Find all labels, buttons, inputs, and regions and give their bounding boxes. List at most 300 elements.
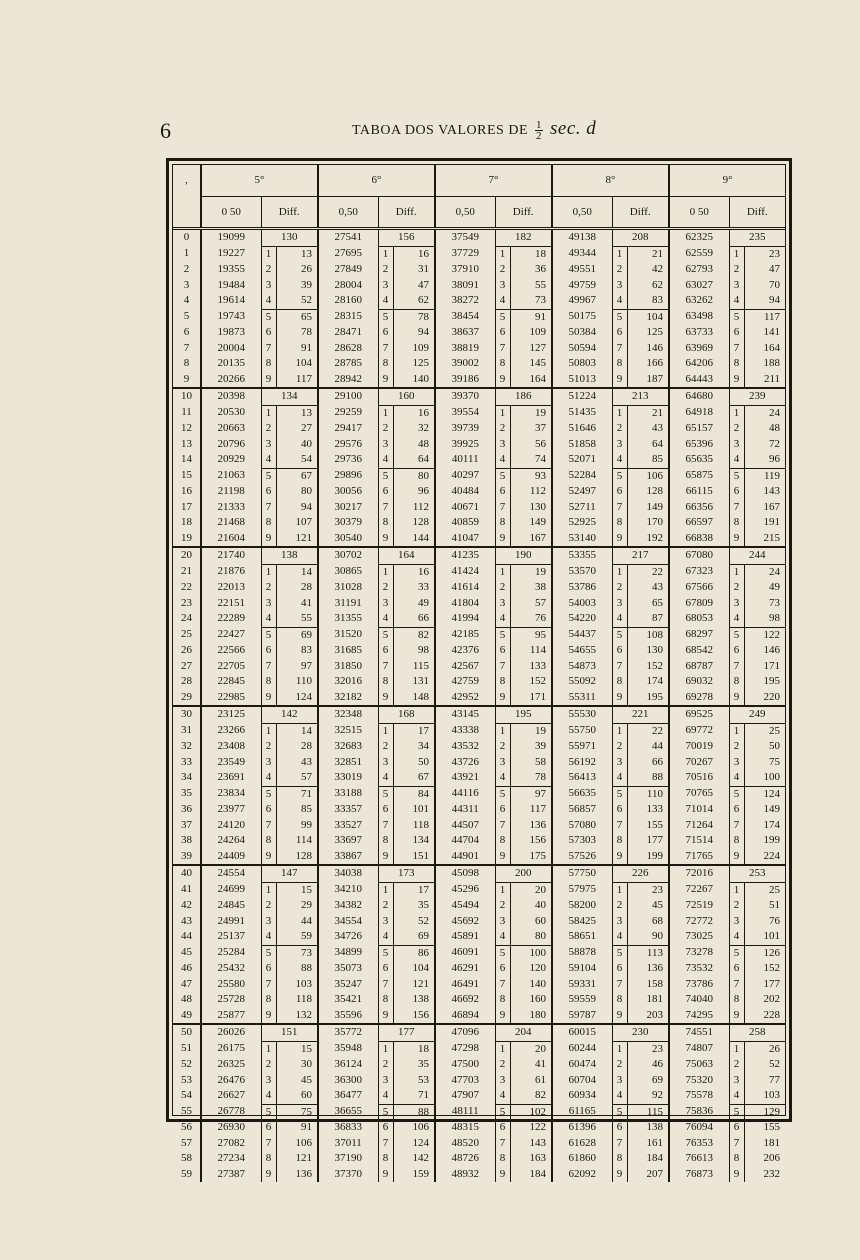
secant-value: 33527 [318, 818, 378, 834]
secant-value: 34554 [318, 914, 378, 930]
secant-value: 68787 [669, 659, 729, 675]
proportional-part: 36 [510, 262, 552, 278]
table-row [173, 421, 785, 437]
proportional-part: 164 [510, 372, 552, 389]
proportional-part: 106 [276, 1136, 318, 1152]
proportional-index: 9 [261, 1008, 276, 1025]
proportional-index: 1 [378, 246, 393, 262]
proportional-index: 3 [495, 596, 510, 612]
proportional-index: 7 [495, 659, 510, 675]
secant-value: 37370 [318, 1167, 378, 1183]
secant-value: 50594 [552, 341, 612, 357]
proportional-part: 160 [510, 992, 552, 1008]
secant-value: 54003 [552, 596, 612, 612]
table-row [173, 786, 785, 802]
proportional-part: 64 [393, 452, 435, 468]
proportional-index: 9 [495, 372, 510, 389]
proportional-index: 7 [378, 341, 393, 357]
proportional-part: 118 [393, 818, 435, 834]
table-row [173, 356, 785, 372]
secant-value: 44704 [435, 833, 495, 849]
proportional-index: 3 [729, 596, 744, 612]
proportional-part: 52 [276, 293, 318, 309]
proportional-index: 5 [612, 1104, 627, 1120]
secant-value: 44116 [435, 786, 495, 802]
proportional-part: 122 [744, 627, 785, 643]
secant-value: 62559 [669, 246, 729, 262]
table-row [173, 1088, 785, 1104]
proportional-part: 101 [744, 929, 785, 945]
minute-label: 34 [181, 771, 192, 784]
proportional-part: 91 [510, 309, 552, 325]
secant-value: 55311 [552, 690, 612, 707]
proportional-part: 184 [510, 1167, 552, 1183]
minute-label: 31 [181, 724, 192, 737]
secant-value: 60244 [552, 1041, 612, 1057]
proportional-part: 100 [510, 945, 552, 961]
secant-value: 53355 [552, 547, 612, 564]
proportional-index: 3 [612, 755, 627, 771]
difference-value: 160 [378, 388, 435, 405]
secant-value: 66597 [669, 515, 729, 531]
table-row [173, 437, 785, 453]
proportional-index: 2 [495, 421, 510, 437]
secant-value: 65635 [669, 452, 729, 468]
minute-label: 53 [181, 1073, 192, 1086]
proportional-part: 113 [627, 945, 669, 961]
proportional-index: 3 [729, 278, 744, 294]
secant-value: 72267 [669, 882, 729, 898]
secant-value: 46692 [435, 992, 495, 1008]
proportional-index: 2 [495, 739, 510, 755]
proportional-index: 4 [261, 929, 276, 945]
proportional-index: 7 [729, 341, 744, 357]
proportional-part: 18 [510, 246, 552, 262]
secant-value: 28628 [318, 341, 378, 357]
proportional-part: 97 [510, 786, 552, 802]
minute-label: 10 [173, 388, 201, 405]
proportional-index: 6 [495, 961, 510, 977]
secant-value: 70516 [669, 770, 729, 786]
secant-value: 59559 [552, 992, 612, 1008]
secant-value: 59104 [552, 961, 612, 977]
proportional-index: 9 [612, 531, 627, 548]
proportional-index: 8 [378, 992, 393, 1008]
proportional-part: 199 [744, 833, 785, 849]
secant-value: 53140 [552, 531, 612, 548]
proportional-part: 67 [393, 770, 435, 786]
secant-value: 69032 [669, 674, 729, 690]
secant-value: 21198 [201, 484, 261, 500]
proportional-part: 87 [627, 611, 669, 627]
proportional-part: 110 [276, 674, 318, 690]
proportional-index: 1 [729, 405, 744, 421]
proportional-index: 5 [378, 1104, 393, 1120]
proportional-index: 9 [495, 1167, 510, 1183]
proportional-index: 8 [378, 833, 393, 849]
proportional-index: 6 [261, 325, 276, 341]
proportional-part: 131 [393, 674, 435, 690]
page-title [352, 118, 596, 141]
proportional-part: 71 [276, 786, 318, 802]
secant-value: 24991 [201, 914, 261, 930]
minute-label: 2 [183, 263, 190, 275]
proportional-index: 1 [261, 1041, 276, 1057]
secant-value: 36124 [318, 1057, 378, 1073]
proportional-part: 211 [744, 372, 785, 389]
proportional-index: 7 [378, 659, 393, 675]
secant-value: 49967 [552, 293, 612, 309]
secant-value: 21333 [201, 500, 261, 516]
proportional-part: 149 [510, 515, 552, 531]
proportional-part: 121 [276, 1151, 318, 1167]
minute-label: 50 [173, 1024, 201, 1041]
secant-value: 33867 [318, 849, 378, 866]
proportional-part: 85 [276, 802, 318, 818]
table-row [173, 596, 785, 612]
proportional-index: 8 [495, 833, 510, 849]
proportional-index: 6 [378, 643, 393, 659]
proportional-part: 145 [510, 356, 552, 372]
proportional-index: 1 [378, 723, 393, 739]
secant-value: 67323 [669, 564, 729, 580]
proportional-part: 30 [276, 1057, 318, 1073]
secant-value: 22705 [201, 659, 261, 675]
proportional-part: 57 [510, 596, 552, 612]
proportional-part: 55 [276, 611, 318, 627]
difference-value: 151 [261, 1024, 318, 1041]
proportional-index: 2 [261, 898, 276, 914]
secant-value: 64918 [669, 405, 729, 421]
secant-value: 44901 [435, 849, 495, 866]
proportional-index: 1 [495, 1041, 510, 1057]
proportional-index: 6 [261, 643, 276, 659]
proportional-index: 3 [729, 437, 744, 453]
secant-value: 62793 [669, 262, 729, 278]
proportional-part: 43 [627, 421, 669, 437]
secant-value: 63733 [669, 325, 729, 341]
secant-value: 58651 [552, 929, 612, 945]
table-row [173, 309, 785, 325]
secant-value: 32515 [318, 723, 378, 739]
proportional-part: 28 [276, 739, 318, 755]
proportional-index: 3 [261, 1073, 276, 1089]
table-row [173, 452, 785, 468]
secant-value: 51858 [552, 437, 612, 453]
proportional-index: 2 [378, 262, 393, 278]
table-row [173, 882, 785, 898]
column-label: 0 50 [201, 197, 261, 229]
secant-value: 35948 [318, 1041, 378, 1057]
fraction [535, 120, 543, 141]
table-row [173, 659, 785, 675]
proportional-part: 20 [510, 882, 552, 898]
secant-value: 42952 [435, 690, 495, 707]
proportional-part: 97 [276, 659, 318, 675]
secant-value: 45891 [435, 929, 495, 945]
difference-value: 244 [729, 547, 785, 564]
minute-label: 13 [181, 437, 192, 450]
proportional-index: 6 [495, 325, 510, 341]
secant-value: 31191 [318, 596, 378, 612]
secant-value: 26325 [201, 1057, 261, 1073]
difference-value: 226 [612, 865, 669, 882]
secant-value: 21740 [201, 547, 261, 564]
secant-value: 39739 [435, 421, 495, 437]
proportional-part: 19 [510, 405, 552, 421]
secant-value: 26476 [201, 1073, 261, 1089]
proportional-part: 174 [627, 674, 669, 690]
proportional-index: 3 [612, 1073, 627, 1089]
proportional-part: 164 [744, 341, 785, 357]
secant-value: 65875 [669, 468, 729, 484]
proportional-part: 55 [510, 278, 552, 294]
table-row [173, 405, 785, 421]
minute-label: 21 [181, 565, 192, 578]
secant-value: 72016 [669, 865, 729, 882]
proportional-part: 159 [393, 1167, 435, 1183]
proportional-part: 47 [393, 278, 435, 294]
secant-value: 75578 [669, 1088, 729, 1104]
proportional-part: 24 [744, 405, 785, 421]
proportional-index: 1 [729, 882, 744, 898]
proportional-part: 45 [276, 1073, 318, 1089]
diff-label: Diff. [378, 197, 435, 229]
proportional-index: 9 [378, 1008, 393, 1025]
proportional-index: 8 [729, 992, 744, 1008]
proportional-part: 115 [627, 1104, 669, 1120]
proportional-part: 171 [744, 659, 785, 675]
proportional-index: 7 [378, 500, 393, 516]
secant-value: 52497 [552, 484, 612, 500]
proportional-index: 1 [378, 1041, 393, 1057]
proportional-part: 171 [510, 690, 552, 707]
proportional-part: 21 [627, 246, 669, 262]
proportional-index: 6 [729, 484, 744, 500]
proportional-part: 23 [627, 882, 669, 898]
secant-value: 61860 [552, 1151, 612, 1167]
secant-value: 39002 [435, 356, 495, 372]
proportional-part: 25 [744, 723, 785, 739]
difference-value: 182 [495, 229, 552, 247]
table-row [173, 723, 785, 739]
table-row [173, 531, 785, 548]
proportional-index: 5 [261, 468, 276, 484]
proportional-part: 152 [510, 674, 552, 690]
table-row [173, 961, 785, 977]
proportional-part: 59 [276, 929, 318, 945]
proportional-index: 7 [612, 818, 627, 834]
proportional-index: 1 [261, 405, 276, 421]
proportional-index: 3 [261, 755, 276, 771]
proportional-part: 20 [510, 1041, 552, 1057]
secant-value: 53570 [552, 564, 612, 580]
proportional-part: 15 [276, 882, 318, 898]
difference-value: 168 [378, 706, 435, 723]
secant-value: 28471 [318, 325, 378, 341]
proportional-part: 125 [393, 356, 435, 372]
secant-value: 49759 [552, 278, 612, 294]
secant-value: 37190 [318, 1151, 378, 1167]
proportional-index: 1 [495, 882, 510, 898]
secant-value: 57750 [552, 865, 612, 882]
secant-value: 56635 [552, 786, 612, 802]
secant-value: 65396 [669, 437, 729, 453]
proportional-part: 129 [744, 1104, 785, 1120]
proportional-index: 5 [378, 945, 393, 961]
proportional-index: 4 [261, 770, 276, 786]
secant-value: 32182 [318, 690, 378, 707]
table-row [173, 278, 785, 294]
secant-value: 31355 [318, 611, 378, 627]
proportional-part: 199 [627, 849, 669, 866]
table-row [173, 818, 785, 834]
secant-value: 30379 [318, 515, 378, 531]
proportional-part: 130 [627, 643, 669, 659]
proportional-index: 1 [612, 564, 627, 580]
secant-value: 19484 [201, 278, 261, 294]
secant-value: 29259 [318, 405, 378, 421]
proportional-index: 6 [612, 961, 627, 977]
table-row [173, 484, 785, 500]
secant-value: 47298 [435, 1041, 495, 1057]
table-row [173, 755, 785, 771]
proportional-part: 19 [510, 723, 552, 739]
table-row [173, 898, 785, 914]
proportional-index: 2 [612, 580, 627, 596]
secant-value: 41804 [435, 596, 495, 612]
secant-value: 29576 [318, 437, 378, 453]
proportional-part: 68 [627, 914, 669, 930]
proportional-index: 7 [612, 500, 627, 516]
proportional-part: 76 [510, 611, 552, 627]
proportional-index: 8 [729, 833, 744, 849]
secant-value: 60474 [552, 1057, 612, 1073]
proportional-index: 5 [729, 945, 744, 961]
minute-label: 5 [183, 310, 190, 323]
proportional-part: 167 [510, 531, 552, 548]
proportional-index: 1 [612, 882, 627, 898]
secant-value: 23408 [201, 739, 261, 755]
proportional-part: 18 [393, 1041, 435, 1057]
proportional-part: 57 [276, 770, 318, 786]
proportional-index: 4 [378, 770, 393, 786]
proportional-part: 73 [744, 596, 785, 612]
secant-value: 48726 [435, 1151, 495, 1167]
proportional-part: 49 [744, 580, 785, 596]
table-row [173, 1136, 785, 1152]
secant-value: 43921 [435, 770, 495, 786]
secant-value: 22151 [201, 596, 261, 612]
minute-label: 33 [181, 755, 192, 768]
proportional-part: 140 [393, 372, 435, 389]
secant-value: 48520 [435, 1136, 495, 1152]
proportional-index: 2 [378, 898, 393, 914]
proportional-index: 9 [612, 1167, 627, 1183]
proportional-index: 7 [378, 1136, 393, 1152]
proportional-index: 3 [378, 755, 393, 771]
secant-value: 33697 [318, 833, 378, 849]
proportional-part: 124 [393, 1136, 435, 1152]
table-row [173, 325, 785, 341]
proportional-part: 71 [393, 1088, 435, 1104]
proportional-part: 144 [393, 531, 435, 548]
secant-value: 20266 [201, 372, 261, 389]
proportional-part: 88 [627, 770, 669, 786]
difference-value: 164 [378, 547, 435, 564]
table-row [173, 977, 785, 993]
proportional-index: 2 [729, 898, 744, 914]
proportional-index: 5 [612, 309, 627, 325]
secant-value: 69278 [669, 690, 729, 707]
column-label: 0,50 [435, 197, 495, 229]
secant-value: 26778 [201, 1104, 261, 1120]
proportional-index: 9 [495, 531, 510, 548]
proportional-part: 33 [393, 580, 435, 596]
proportional-part: 148 [393, 690, 435, 707]
secant-value: 61165 [552, 1104, 612, 1120]
proportional-part: 21 [627, 405, 669, 421]
secant-value: 29736 [318, 452, 378, 468]
proportional-part: 109 [510, 325, 552, 341]
secant-value: 41235 [435, 547, 495, 564]
minute-label: 45 [181, 946, 192, 959]
proportional-index: 8 [612, 674, 627, 690]
secant-value: 67080 [669, 547, 729, 564]
secant-value: 63027 [669, 278, 729, 294]
proportional-index: 7 [261, 500, 276, 516]
secant-value: 40484 [435, 484, 495, 500]
proportional-index: 1 [612, 405, 627, 421]
secant-value: 35596 [318, 1008, 378, 1025]
secant-value: 40297 [435, 468, 495, 484]
proportional-part: 72 [744, 437, 785, 453]
table-row [173, 706, 785, 723]
proportional-part: 88 [276, 961, 318, 977]
secant-value: 64680 [669, 388, 729, 405]
proportional-index: 4 [612, 452, 627, 468]
proportional-part: 13 [276, 246, 318, 262]
secant-value: 43145 [435, 706, 495, 723]
proportional-index: 2 [261, 262, 276, 278]
proportional-part: 96 [393, 484, 435, 500]
secant-value: 54220 [552, 611, 612, 627]
proportional-index: 9 [612, 1008, 627, 1025]
proportional-part: 128 [393, 515, 435, 531]
title-text: TABOA DOS VALORES DE [352, 123, 528, 138]
proportional-part: 94 [744, 293, 785, 309]
proportional-part: 109 [393, 341, 435, 357]
proportional-part: 232 [744, 1167, 785, 1183]
secant-value: 71264 [669, 818, 729, 834]
proportional-index: 9 [612, 849, 627, 866]
secant-value: 75320 [669, 1073, 729, 1089]
proportional-index: 1 [729, 723, 744, 739]
proportional-part: 42 [627, 262, 669, 278]
proportional-part: 195 [744, 674, 785, 690]
proportional-index: 7 [495, 341, 510, 357]
proportional-index: 8 [612, 833, 627, 849]
proportional-part: 191 [744, 515, 785, 531]
secant-value: 54655 [552, 643, 612, 659]
minute-label: 8 [183, 357, 190, 369]
secant-value: 38819 [435, 341, 495, 357]
secant-value: 73025 [669, 929, 729, 945]
secant-value: 44507 [435, 818, 495, 834]
secant-value: 59787 [552, 1008, 612, 1025]
secant-value: 60934 [552, 1088, 612, 1104]
proportional-index: 9 [261, 1167, 276, 1183]
